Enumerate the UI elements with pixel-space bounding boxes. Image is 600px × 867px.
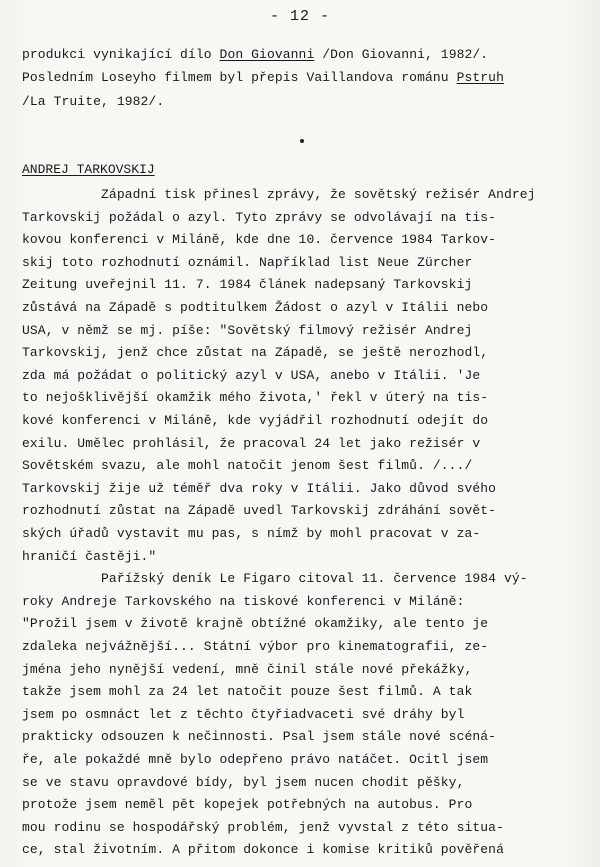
body-line: zůstává na Západě s podtitulkem Žádost o azyl v Itálii nebo	[22, 300, 489, 315]
body-line: kovou konferenci v Miláně, kde dne 10. července 1984 Tarkov-	[22, 232, 497, 248]
separator-dot	[300, 139, 304, 143]
body-line: takže jsem mohl za 24 let natočit pouze šest filmů. A tak	[22, 684, 473, 700]
body-line: zdaleka nejvážnější... Státní výbor pro kinematografii, ze-	[22, 639, 489, 654]
body-line: Pařížský deník Le Figaro citoval 11. července 1984 vý-	[22, 571, 528, 587]
intro-text: /Don Giovanni, 1982/.	[314, 47, 489, 62]
body-line: se ve stavu opravdové bídy, byl jsem nucen chodit pěšky,	[22, 774, 465, 790]
body-line: ce, stal životním. A přitom dokonce i komise kritiků pověřená	[22, 842, 504, 858]
body-line: Tarkovskij žije už téměř dva roky v Itálii. Jako důvod svého	[22, 480, 497, 496]
body-line: mou rodinu se hospodářský problém, jenž vyvstal z této situa-	[22, 819, 504, 835]
intro-line-1	[22, 47, 488, 63]
intro-line-3: /La Truite, 1982/.	[22, 94, 165, 109]
body-line: Zeitung uveřejnil 11. 7. 1984 článek nadepsaný Tarkovskij	[22, 277, 473, 293]
body-line: skij toto rozhodnutí oznámil. Například list Neue Zürcher	[22, 254, 473, 270]
body-line: roky Andreje Tarkovského na tiskové konferenci v Miláně:	[22, 593, 465, 609]
body-line: jména jeho nynější vedení, mně činil stále nové překážky,	[22, 661, 473, 677]
body-line: Tarkovskij požádal o azyl. Tyto zprávy se odvolávají na tis-	[22, 209, 497, 225]
section-heading: ANDREJ TARKOVSKIJ	[22, 162, 155, 177]
body-line: prakticky odsouzen k nečinnosti. Psal jsem stále nové scéná-	[22, 729, 497, 745]
body-line: jsem po osmnáct let z těchto čtyřiadvaceti své dráhy byl	[22, 706, 465, 722]
film-title-pstruh: Pstruh	[456, 70, 504, 85]
body-line: exilu. Umělec prohlásil, že pracoval 24 let jako režisér v	[22, 435, 481, 451]
body-line: protože jsem neměl pět kopejek potřebných na autobus. Pro	[22, 797, 473, 813]
page-number: - 12 -	[269, 8, 330, 25]
intro-line-2	[22, 70, 504, 86]
film-title-don-giovanni: Don Giovanni	[219, 47, 315, 62]
body-line: "Prožil jsem v životě krajně obtížné okamžiky, ale tento je	[22, 616, 489, 632]
body-line: ře, ale pokaždé mně bylo odepřeno právo natáčet. Ocitl jsem	[22, 752, 489, 767]
body-line: Sovětském svazu, ale mohl natočit jenom šest filmů. /.../	[22, 458, 473, 474]
body-line: Tarkovskij, jenž chce zůstat na Západě, se ještě nerozhodl,	[22, 345, 489, 361]
body-line: rozhodnutí zůstat na Západě uvedl Tarkovskij zdráhání sovět-	[22, 503, 497, 519]
body-line: ských úřadů vystavit mu pas, s nímž by mohl pracovat v za-	[22, 526, 481, 541]
body-line: hraničí častěji."	[22, 548, 157, 564]
body-line: Západní tisk přinesl zprávy, že sovětský režisér Andrej	[22, 187, 536, 202]
intro-text: Posledním Loseyho filmem byl přepis Vaillandova románu	[22, 70, 457, 85]
body-line: kové konferenci v Miláně, kde vyjádřil rozhodnutí odejít do	[22, 413, 489, 428]
body-line: USA, v němž se mj. píše: "Sovětský filmový režisér Andrej	[22, 322, 473, 338]
body-line: to nejošklivější okamžik mého života,' řekl v úterý na tis-	[22, 390, 489, 406]
intro-text: produkci vynikající dílo	[22, 47, 220, 62]
body-line: zda má požádat o politický azyl v USA, anebo v Itálii. 'Je	[22, 367, 481, 383]
